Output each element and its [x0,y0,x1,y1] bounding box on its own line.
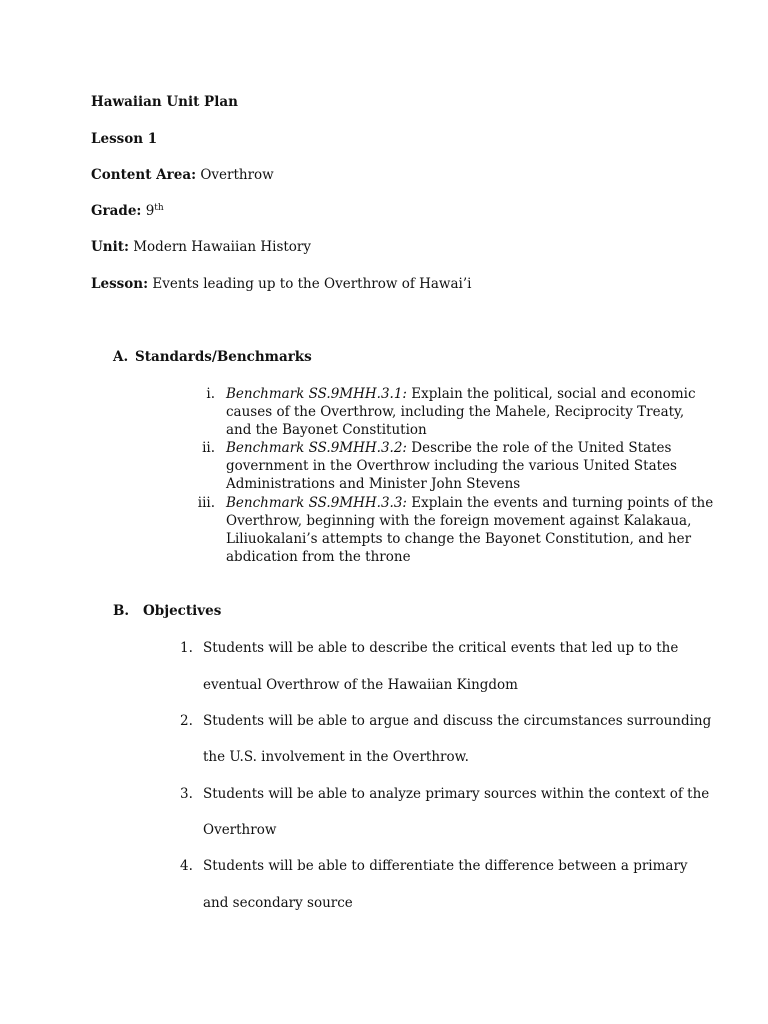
benchmark-text: Describe the role of the United States [411,440,672,456]
benchmark-text: Explain the political, social and economic [411,386,696,402]
objective-line: the U.S. involvement in the Overthrow. [203,749,469,765]
benchmark-line: Overthrow, beginning with the foreign movement against Kalakaua, [226,513,692,529]
benchmark-line: causes of the Overthrow, including the Mahele, Reciprocity Treaty, [226,404,685,420]
grade-label: Grade: [91,203,142,219]
content-area-value: Overthrow [200,167,274,183]
benchmark-line: and the Bayonet Constitution [226,422,427,438]
lesson-topic-label: Lesson: [91,276,149,292]
objective-marker: 4. [180,858,193,874]
benchmark-line [226,439,671,457]
objective-marker: 2. [180,713,193,729]
benchmark-code: Benchmark SS.9MHH.3.1: [226,386,407,402]
objective-marker: 1. [180,640,193,656]
objective-line: Students will be able to describe the critical events that led up to the [203,640,679,656]
benchmark-code: Benchmark SS.9MHH.3.3: [226,495,407,511]
objective-line: and secondary source [203,895,353,911]
section-b-heading: Objectives [143,603,222,619]
benchmark-marker: i. [206,386,215,402]
objective-line: eventual Overthrow of the Hawaiian Kingdom [203,677,518,693]
objective-marker: 3. [180,786,193,802]
lesson-topic-value: Events leading up to the Overthrow of Hawai’i [152,276,472,292]
grade-superscript: th [154,203,164,213]
objective-line: Overthrow [203,822,277,838]
lesson-number: Lesson 1 [91,131,158,147]
content-area-label: Content Area: [91,167,197,183]
content-area-row [91,166,274,184]
unit-value: Modern Hawaiian History [133,239,312,255]
section-a-heading: Standards/Benchmarks [135,349,312,365]
benchmark-text: Explain the events and turning points of the [411,495,714,511]
benchmark-line: abdication from the throne [226,549,411,565]
unit-row [91,238,311,256]
grade-value: 9 [145,203,155,219]
objective-line: Students will be able to argue and discuss the circumstances surrounding [203,713,712,729]
benchmark-line: Administrations and Minister John Stevens [226,476,521,492]
document-title: Hawaiian Unit Plan [91,94,238,110]
benchmark-line: Liliuokalani’s attempts to change the Bayonet Constitution, and her [226,531,692,547]
benchmark-line [226,385,696,403]
grade-row [91,202,164,220]
benchmark-line [226,494,713,512]
lesson-topic-row [91,275,471,293]
section-a-marker: A. [113,349,129,365]
objective-line: Students will be able to analyze primary sources within the context of the [203,786,710,802]
objective-line: Students will be able to differentiate the difference between a primary [203,858,688,874]
section-b-marker: B. [113,603,130,619]
benchmark-marker: ii. [202,440,215,456]
benchmark-code: Benchmark SS.9MHH.3.2: [226,440,407,456]
unit-label: Unit: [91,239,129,255]
benchmark-marker: iii. [197,495,215,511]
benchmark-line: government in the Overthrow including the various United States [226,458,677,474]
